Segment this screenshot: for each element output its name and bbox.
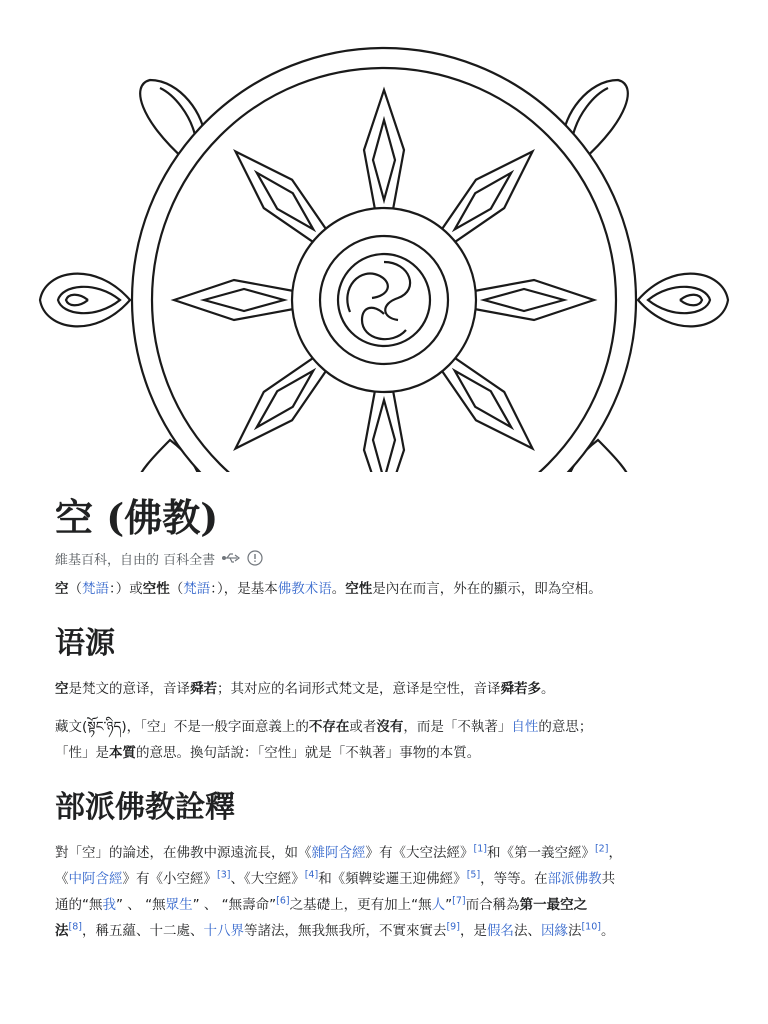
citation-7[interactable]: [7] xyxy=(452,895,466,907)
citation-4[interactable]: [4] xyxy=(304,869,319,881)
usb-link-icon[interactable] xyxy=(221,552,241,564)
citation-3[interactable]: [3] xyxy=(217,869,231,881)
samyukta-agama-link[interactable]: 雜阿含經 xyxy=(311,845,366,861)
term-kong: 空 xyxy=(55,581,69,597)
person-link[interactable]: 人 xyxy=(431,897,446,913)
citation-8[interactable]: [8] xyxy=(68,921,82,933)
buddhist-terms-link[interactable]: 佛教术语 xyxy=(277,581,332,597)
sentient-beings-link[interactable]: 眾生 xyxy=(165,897,193,913)
section-heading-etymology: 语源 xyxy=(55,626,115,661)
etymology-paragraph-2: 藏文(སྟོང་ཉིད)，「空」不是一般字面意義上的不存在或者沒有，而是「不執著」自性的意思； 「性」是本質的意思。換句話說：「空性」就是「不執著」事物的本質。 xyxy=(55,719,593,761)
citation-10[interactable]: [10] xyxy=(581,921,601,933)
sectarian-paragraph: 對「空」的論述，在佛教中源遠流長，如《雜阿含經》有《大空法經》[1]和《第一義空經》[2]， 《中阿含經》有《小空經》[3]、《大空經》[4]和《頻鞞娑邏王迎佛經》[5]，等等。在部派佛教共 通的“無我” 、 “無眾生” 、 “無壽命”[6]之基礎上，更有加上“無人”[7]而合稱為第一最空之 法[8]，稱五蘊、十二處、十八界等諸法，無我無我所，不實來實去[9]，是假名法、因緣法[10]。 xyxy=(55,843,622,939)
tagline xyxy=(55,546,710,570)
provisional-name-link[interactable]: 假名 xyxy=(486,923,514,939)
wheel-knob-right xyxy=(638,274,728,327)
svabhava-link[interactable]: 自性 xyxy=(511,719,539,735)
etymology-paragraph-1: 空是梵文的意译，音译舜若；其对应的名词形式梵文是，意译是空性，音译舜若多。 xyxy=(55,681,555,697)
sanskrit-link[interactable]: 梵語 xyxy=(82,581,109,597)
info-icon[interactable] xyxy=(247,550,263,566)
wheel-hub xyxy=(292,208,476,392)
section-heading-sectarian: 部派佛教詮釋 xyxy=(55,790,235,825)
dharma-wheel-image xyxy=(0,0,768,472)
eighteen-dhatus-link[interactable]: 十八界 xyxy=(203,923,244,939)
citation-1[interactable]: [1] xyxy=(473,843,487,855)
citation-6[interactable]: [6] xyxy=(276,895,290,907)
citation-9[interactable]: [9] xyxy=(446,921,460,933)
wheel-knob-left xyxy=(40,274,130,327)
sectarian-buddhism-link[interactable]: 部派佛教 xyxy=(547,871,602,887)
tagline-text: 維基百科，自由的 百科全書 xyxy=(55,552,216,568)
madhyama-agama-link[interactable]: 中阿含經 xyxy=(68,871,123,887)
citation-2[interactable]: [2] xyxy=(594,843,609,855)
page-title: 空 (佛教) xyxy=(55,495,219,540)
intro-paragraph: 空（梵語：）或空性（梵語：），是基本佛教术语。空性是內在而言，外在的顯示，即為空相。 xyxy=(55,581,602,597)
sanskrit-link-2[interactable]: 梵語 xyxy=(183,581,211,597)
article-content xyxy=(55,490,710,944)
anatta-link[interactable]: 我 xyxy=(102,897,116,913)
citation-5[interactable]: [5] xyxy=(466,869,481,881)
causes-conditions-link[interactable]: 因緣 xyxy=(540,923,568,939)
